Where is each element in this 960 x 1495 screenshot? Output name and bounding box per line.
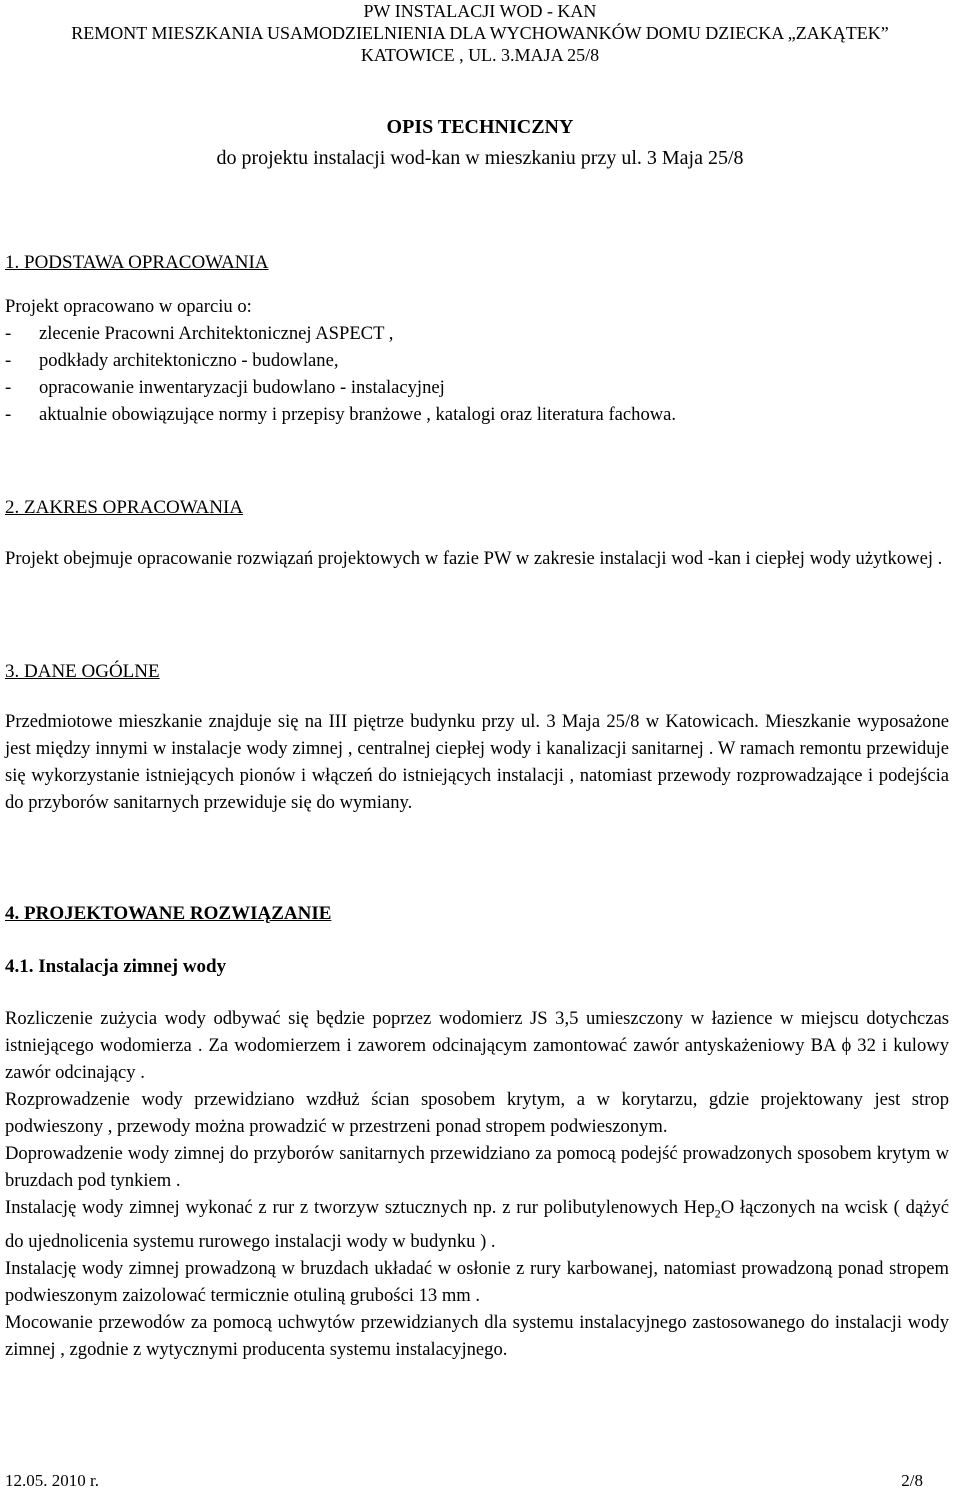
section-4-heading: 4. PROJEKTOWANE ROZWIĄZANIE bbox=[5, 903, 332, 924]
list-item: - zlecenie Pracowni Architektonicznej ASPECT , bbox=[5, 323, 394, 344]
document-subtitle: do projektu instalacji wod-kan w mieszkaniu przy ul. 3 Maja 25/8 bbox=[216, 147, 744, 169]
section-4 bbox=[5, 901, 949, 1363]
header-line-2: REMONT MIESZKANIA USAMODZIELNIENIA DLA WYCHOWANKÓW DOMU DZIECKA „ZAKĄTEK” bbox=[71, 23, 889, 43]
paragraph: Instalację wody zimnej wykonać z rur z tworzyw sztucznych np. z rur polibutylenowych Hep$_2$O łączonych na wcisk ( dążyć do ujednolicenia systemu rurowego instalacji wody w budynku ) . bbox=[5, 1197, 950, 1252]
section-4-1-heading: 4.1. Instalacja zimnej wody bbox=[5, 956, 227, 977]
header-line-3: KATOWICE , UL. 3.MAJA 25/8 bbox=[360, 45, 600, 65]
list-item: - podkłady architektoniczno - budowlane, bbox=[5, 350, 339, 371]
paragraph: Rozliczenie zużycia wody odbywać się będzie poprzez wodomierz JS 3,5 umieszczony w łazience w miejscu dotychczas istniejącego wodomierza . Za wodomierzem i zaworem odcinającym zamontować zawór antyskażeniowy BA ϕ 32 i kulowy zawór odcinający . bbox=[5, 1008, 949, 1083]
list-item: - aktualnie obowiązujące normy i przepisy branżowe , katalogi oraz literatura fachowa. bbox=[5, 404, 677, 425]
document-title: OPIS TECHNICZNY bbox=[386, 116, 574, 138]
document-header bbox=[0, 0, 960, 66]
page-number: 2/8 bbox=[901, 1471, 923, 1490]
footer-date: 12.05. 2010 r. bbox=[5, 1471, 99, 1490]
section-2 bbox=[5, 495, 949, 572]
title-block bbox=[0, 114, 960, 172]
list-item: - opracowanie inwentaryzacji budowlano - instalacyjnej bbox=[5, 377, 445, 398]
section-1-heading: 1. PODSTAWA OPRACOWANIA bbox=[5, 252, 269, 273]
section-1 bbox=[5, 250, 949, 428]
header-line-1: PW INSTALACJI WOD - KAN bbox=[363, 1, 597, 21]
section-3 bbox=[5, 659, 949, 816]
section-3-heading: 3. DANE OGÓLNE bbox=[5, 661, 160, 682]
paragraph: Doprowadzenie wody zimnej do przyborów sanitarnych przewidziano za pomocą podejść prowadzonych sposobem krytym w bruzdach pod tynkiem . bbox=[5, 1143, 949, 1191]
section-1-intro: Projekt opracowano w oparciu o: bbox=[5, 296, 252, 317]
section-2-text: Projekt obejmuje opracowanie rozwiązań projektowych w fazie PW w zakresie instalacji wod -kan i ciepłej wody użytkowej . bbox=[5, 548, 943, 569]
paragraph: Mocowanie przewodów za pomocą uchwytów przewidzianych dla systemu instalacyjnego zastosowanego do instalacji wody zimnej , zgodnie z wytycznymi producenta systemu instalacyjnego. bbox=[5, 1311, 949, 1360]
paragraph: Rozprowadzenie wody przewidziano wzdłuż ścian sposobem krytym, a w korytarzu, gdzie projektowany jest strop podwieszony , przewody można prowadzić w przestrzeni ponad stropem podwieszonym. bbox=[5, 1089, 949, 1137]
section-3-text: Przedmiotowe mieszkanie znajduje się na III piętrze budynku przy ul. 3 Maja 25/8 w Katowicach. Mieszkanie wyposażone jest między innymi w instalacje wody zimnej , centralnej ciepłej wody i kanalizacji sanitarnej . W ramach remontu przewiduje się wykorzystanie istniejących pionów i włączeń do istniejących instalacji , natomiast przewody rozprowadzające i podejścia do przyborów sanitarnych przewiduje się do wymiany. bbox=[5, 711, 949, 813]
paragraph: Instalację wody zimnej prowadzoną w bruzdach układać w osłonie z rury karbowanej, natomiast prowadzoną ponad stropem podwieszonym zaizolować termicznie otuliną grubości 13 mm . bbox=[5, 1257, 949, 1306]
page-footer bbox=[5, 1471, 923, 1491]
section-2-heading: 2. ZAKRES OPRACOWANIA bbox=[5, 497, 244, 518]
